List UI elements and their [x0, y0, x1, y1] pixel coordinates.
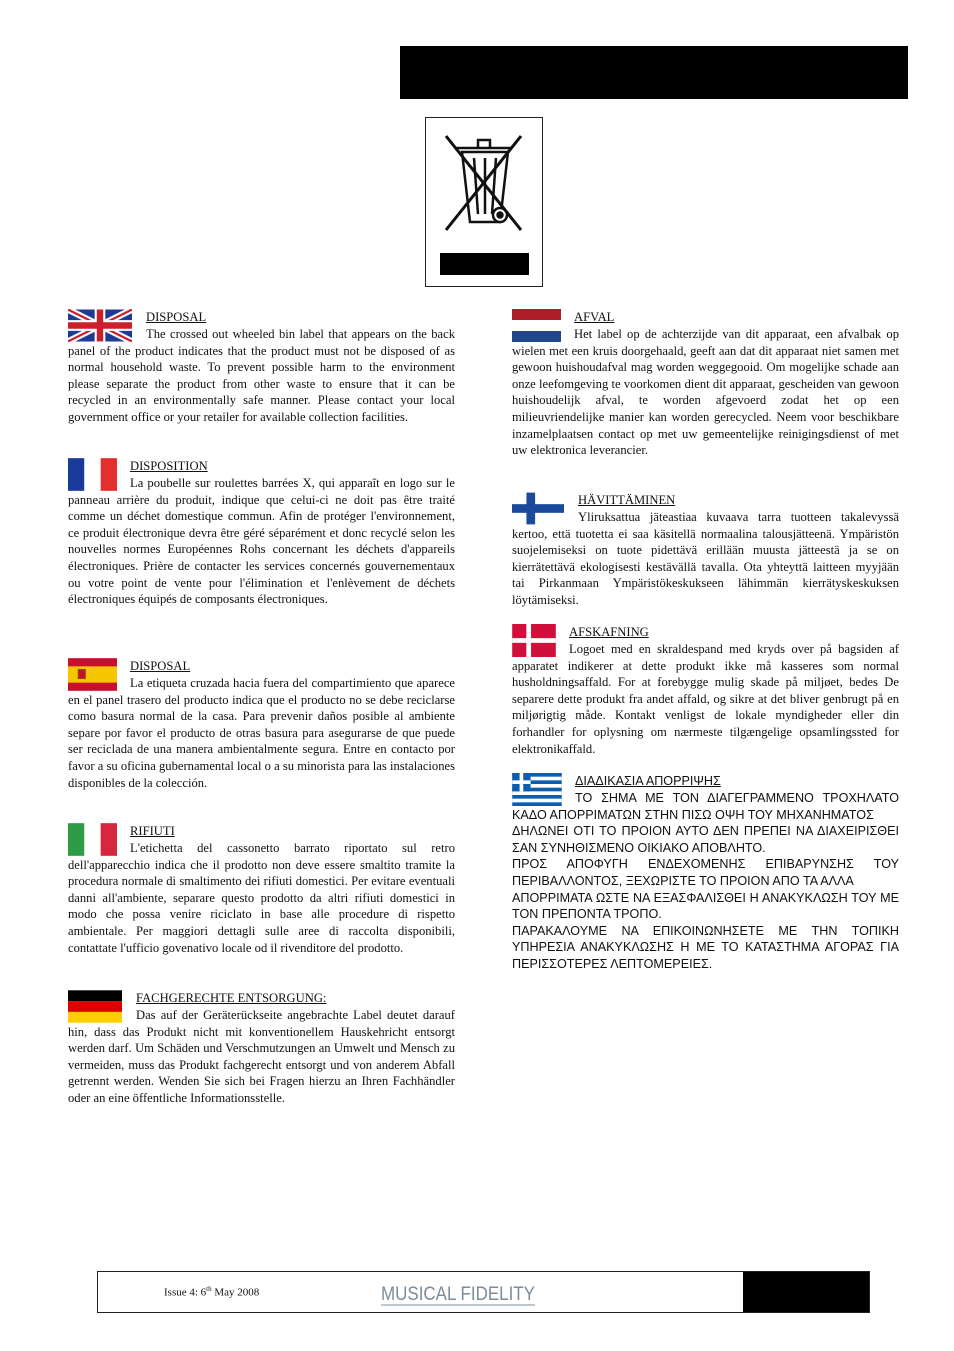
section-spanish [68, 658, 455, 791]
section-finnish [512, 492, 899, 609]
section-dutch [512, 309, 899, 459]
section-body: Das auf der Geräterückseite angebrachte Label deutet darauf hin, dass das Produkt nicht mit konventionellem Hauskehricht entsorgt werden darf. Um Schäden und Verschmutzungen an Umwelt und Mensch zu vermeiden, muss das Produkt fachgerecht entsorgt und von anderem Abfall getrennt werden. Wenden Sie sich bei Fragen hierzu an Ihren Fachhändler oder an eine öffentliche Informationsstelle. [68, 1008, 455, 1105]
issue-sup: th [206, 1285, 212, 1293]
section-title: DISPOSITION [130, 459, 208, 473]
section-italian [68, 823, 455, 956]
weee-bin-icon [425, 117, 543, 287]
section-english [68, 309, 455, 426]
section-title: DISPOSAL [146, 310, 207, 324]
section-body: La etiqueta cruzada hacia fuera del compartimiento que aparece en el panel trasero del producto indica que el producto no se debe reciclarse como basura normal de la casa. Para prevenir daños posible al ambiente separe por favor el producto de otras basura para asegurarse de que puede ser reciclada de una manera ambientalmente segura. Entre en contacto por favor a su oficina gubernamental local o a su minorista para las instalaciones disponibles de la colección. [68, 676, 455, 790]
section-body: Logoet med en skraldespand med kryds over på bagsiden af apparatet indikerer at dette produkt ikke må kasseres som normal husholdningsaffald. For at forebygge mulig skade på miljøet, bedes De separere dette produkt fra andet affald, og sikre at det bliver genbrugt på en miljørigtig måde. Kontakt venligst de lokale myndigheder eller din forhandler for oplysning om nærmeste tilgængelige opsamlingssted for elektronikaffald. [512, 642, 899, 756]
section-title: DISPOSAL [130, 659, 191, 673]
section-body: ΤΟ ΣΗΜΑ ΜΕ ΤΟΝ ΔΙΑΓΕΓΡΑΜΜΕΝΟ ΤΡΟΧΗΛΑΤΟ ΚΑΔΟ ΑΠΟΡΡΙΜΑΤΩΝ ΣΤΗΝ ΠΙΣΩ ΟΨΗ ΤΟΥ ΜΗΧΑΝΗΜΑΤΟΣ ΔΗΛΩΝΕΙ ΟΤΙ ΤΟ ΠΡΟΙΟΝ ΑΥΤΟ ΔΕΝ ΠΡΕΠΕΙ ΝΑ ΔΙΑΧΕΙΡΙΣΘΕΙ ΣΑΝ ΣΥΝΗΘΙΣΜΕΝΟ ΟΙΚΙΑΚΟ ΑΠΟΒΛΗΤΟ. ΠΡΟΣ ΑΠΟΦΥΓΗ ΕΝΔΕΧΟΜΕΝΗΣ ΕΠΙΒΑΡΥΝΣΗΣ ΤΟΥ ΠΕΡΙΒΑΛΛΟΝΤΟΣ, ΞΕΧΩΡΙΣΤΕ ΤΟ ΠΡΟΙΟΝ ΑΠΟ ΤΑ ΑΛΛΑ ΑΠΟΡΡΙΜΑΤΑ ΩΣΤΕ ΝΑ ΕΞΑΣΦΑΛΙΣΘΕΙ Η ΑΝΑΚΥΚΛΩΣΗ ΤΟΥ ΜΕ ΤΟΝ ΠΡΕΠΟΝΤΑ ΤΡΟΠΟ. ΠΑΡΑΚΑΛΟΥΜΕ ΝΑ ΕΠΙΚΟΙΝΩΝΗΣΕΤΕ ΜΕ ΤΗΝ ΤΟΠΙΚΗ ΥΠΗΡΕΣΙΑ ΑΝΑΚΥΚΛΩΣΗΣ Η ΜΕ ΤΟ ΚΑΤΑΣΤΗΜΑ ΑΓΟΡΑΣ ΓΙΑ ΠΕΡΙΣΣΟΤΕΡΕΣ ΛΕΠΤΟΜΕΡΕΙΕΣ. [512, 791, 899, 971]
section-body: The crossed out wheeled bin label that appears on the back panel of the product indicates that the product must not be disposed of as normal household waste. To prevent possible harm to the environment please separate the product from other waste to ensure that it can be recycled in an environmentally safe manner. Please contact your local government office or your retailer for available collection facilities. [68, 327, 455, 424]
section-body: L'etichetta del cassonetto barrato riportato sul retro dell'apparecchio indica che il prodotto non deve essere smaltito tramite la procedura normale di smaltimento dei rifiuti domestici. Per evitare eventuali danni all'ambiente, separare questo prodotto da altri rifiuti domestici in modo che possa venire riciclato in base alle procedure di rispetto ambientale. Per maggiori dettagli sulle aree di raccolta disponibili, contattate l'ufficio govenativo locale od il rivenditore del prodotto. [68, 841, 455, 955]
section-title: AFVAL [574, 310, 615, 324]
section-title: ΔΙΑΔΙΚΑΣΙΑ ΑΠΟΡΡΙΨΗΣ [575, 774, 721, 788]
issue-date [164, 1285, 259, 1299]
section-title: FACHGERECHTE ENTSORGUNG: [136, 991, 327, 1005]
section-title: AFSKAFNING [569, 625, 649, 639]
issue-suffix: May 2008 [211, 1286, 260, 1299]
section-danish [512, 624, 899, 757]
logo-text: MUSICAL FIDELITY [381, 1284, 536, 1305]
section-title: RIFIUTI [130, 824, 175, 838]
issue-prefix: Issue 4: 6 [164, 1286, 207, 1299]
section-title: HÄVITTÄMINEN [578, 493, 676, 507]
section-german [68, 990, 455, 1107]
section-greek [512, 773, 899, 973]
footer [97, 1271, 870, 1313]
musical-fidelity-logo [381, 1278, 537, 1308]
section-body: Het label op de achterzijde van dit apparaat, een afvalbak op wielen met een kruis doorgehaald, geeft aan dat dit apparaat niet samen met gewoon huishoudafval mag worden weggegooid. Om mogelijke schade aan onze leefomgeving te voorkomen dient dit apparaat, gescheiden van gewoon huishoudelijk afval, te worden afgevoerd zodat het op een milieuvriendelijke manier kan worden gerecycled. Neem voor beschikbare inzamelplaatsen contact op met uw gemeentelijke reinigingsdienst of met uw elektronica leverancier. [512, 327, 899, 458]
page-number-box [743, 1272, 869, 1312]
section-body: La poubelle sur roulettes barrées X, qui apparaît en logo sur le panneau arrière du produit, indique que celui-ci ne doit pas être traité comme un déchet domestique commun. Afin de protéger l'environnement, ce produit électronique devra être géré séparément et donc recyclé selon les nouvelles normes Européennes Rohs concernant les déchets d'appareils électroniques. Prière de contacter les services concernés gouvernementaux ou votre point de vente pour l'élimination et l'enlèvement de déchets électroniques équipés de composants électroniques. [68, 476, 455, 607]
section-french [68, 458, 455, 608]
header-bar [400, 46, 908, 99]
section-body: Yliruksattua jäteastiaa kuvaava tarra tuotteen takalevyssä kertoo, että tuotetta ei saa käsitellä normaalina talousjätteenä. Ympäristön suojelemiseksi on tuote pidettävä erillään muusta jätteestä ja se on kierrätettävä ekologisesti kestävällä tavalla. Ota yhteyttä laitteen myyjään tai Pirkanmaan Ympäristökeskukseen lähimmän kierrätyskeskuksen löytämiseksi. [512, 510, 899, 607]
